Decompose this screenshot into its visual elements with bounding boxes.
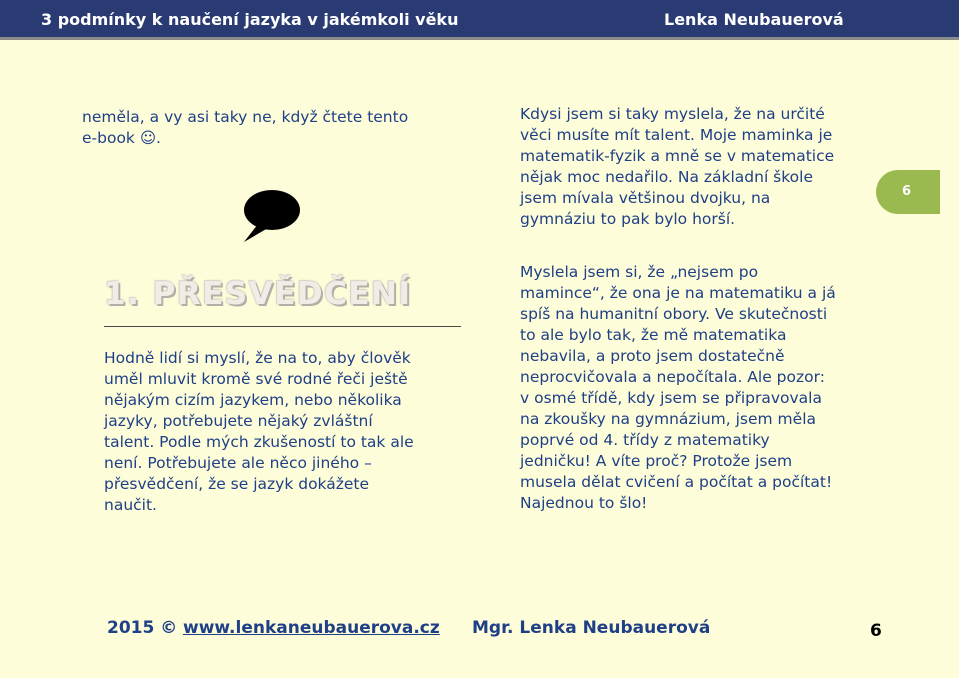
footer-website-link[interactable]: www.lenkaneubauerova.cz: [183, 618, 440, 638]
footer-author: Mgr. Lenka Neubauerová: [472, 618, 711, 638]
footer-page-number: 6: [870, 621, 882, 641]
header-author: Lenka Neubauerová: [664, 10, 844, 29]
header-divider: [0, 37, 959, 40]
paragraph-mid-left: Hodně lidí si myslí, že na to, aby člověk uměl mluvit kromě své rodné řeči ještě nějakým cizím jazykem, nebo několika jazyky, potřebujete nějaký zvláštní talent. Podle mých zkušeností to tak ale není. Potřebujete ale něco jiného – přesvědčení, že se jazyk dokážete naučit.: [104, 349, 414, 514]
header-bar: [0, 0, 959, 40]
paragraph-top-left: neměla, a vy asi taky ne, když čtete tento e-book ☺.: [82, 108, 409, 147]
page-marker-number: 6: [902, 184, 912, 199]
page-marker: [876, 170, 940, 214]
paragraph-mid-right: Myslela jsem si, že „nejsem po mamince“, že ona je na matematiku a já spíš na humanitní obory. Ve skutečnosti to ale bylo tak, že mě matematika nebavila, a proto jsem dostatečně neprocvičovala a nepočítala. Ale pozor: v osmé třídě, kdy jsem se připravovala na zkoušky na gymnázium, jsem měla poprvé od 4. třídy z matematiky jedničku! A víte proč? Protože jsem musela dělat cvičení a počítat a počítat! Najednou to šlo!: [520, 263, 836, 512]
paragraph-top-right: Kdysi jsem si taky myslela, že na určité věci musíte mít talent. Moje maminka je matematik-fyzik a mně se v matematice nějak moc nedařilo. Na základní škole jsem mívala většinou dvojku, na gymnáziu to pak bylo horší.: [520, 105, 835, 228]
speech-bubble-icon: [238, 186, 308, 246]
section-heading: 1. PŘESVĚDČENÍ: [104, 276, 412, 312]
heading-underline: [104, 326, 461, 327]
footer-year: 2015 ©: [107, 618, 178, 638]
header-title: 3 podmínky k naučení jazyka v jakémkoli věku: [41, 10, 459, 29]
